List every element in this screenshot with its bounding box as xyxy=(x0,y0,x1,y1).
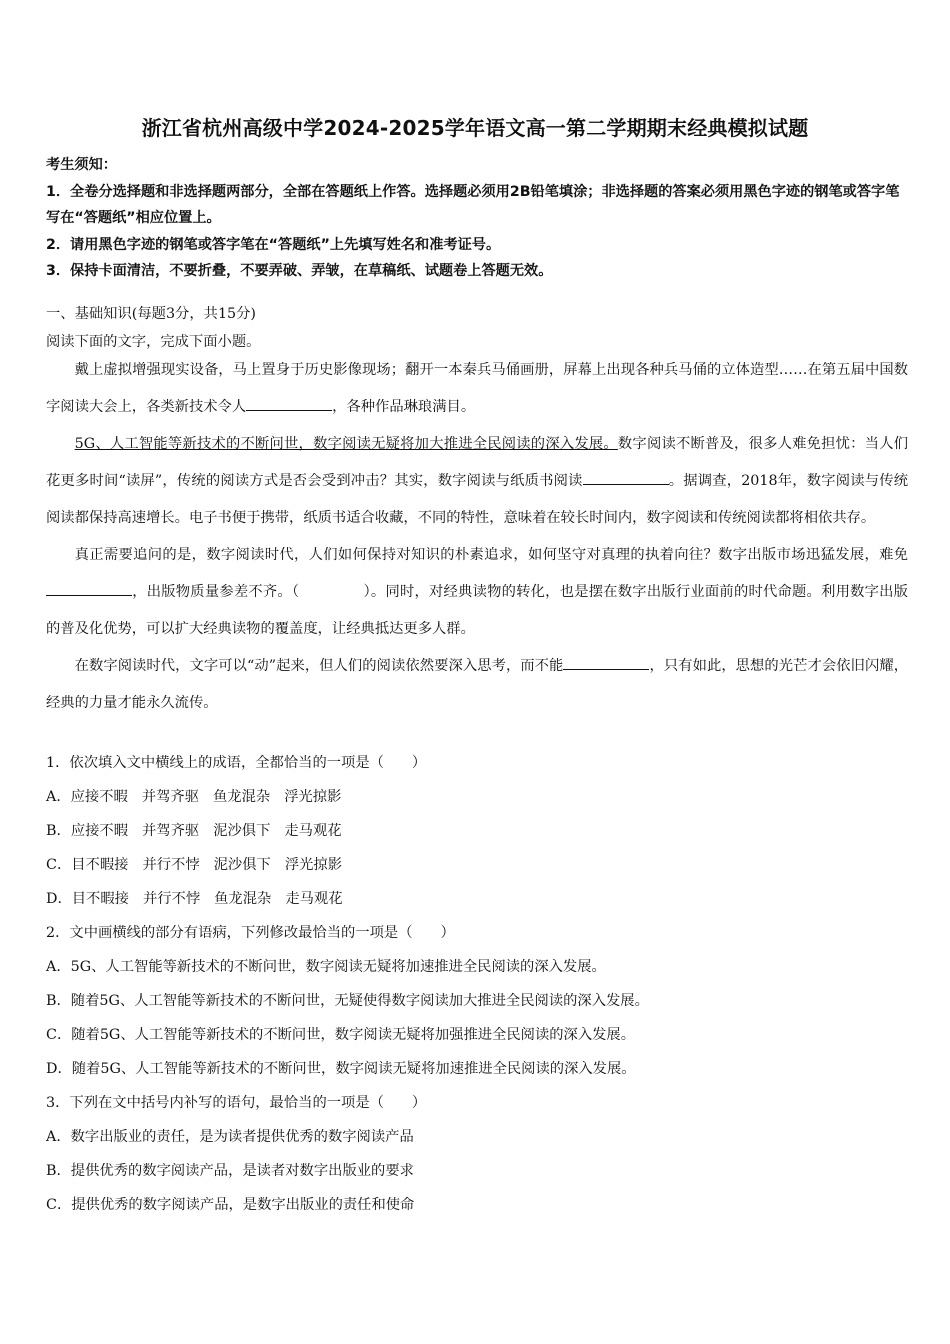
option-word: 并驾齐驱 xyxy=(142,823,200,839)
question-text: ） xyxy=(411,1095,427,1111)
option-letter: C． xyxy=(46,857,72,873)
option-word: 鱼龙混杂 xyxy=(213,789,271,805)
answer-blank xyxy=(563,655,649,670)
answer-blank xyxy=(246,396,332,411)
question-2-option-a[interactable]: A．5G、人工智能等新技术的不断问世，数字阅读无疑将加速推进全民阅读的深入发展。 xyxy=(46,959,606,975)
question-2-option-c[interactable]: C．随着5G、人工智能等新技术的不断问世，数字阅读无疑将加强推进全民阅读的深入发展。 xyxy=(46,1027,636,1043)
question-text: ） xyxy=(440,925,455,941)
question-text: ） xyxy=(411,755,427,771)
passage-paragraph xyxy=(46,426,908,537)
question-3-stem xyxy=(46,1086,908,1120)
option-word: 泥沙俱下 xyxy=(213,857,271,873)
option-word: 应接不暇 xyxy=(70,789,128,805)
passage-text: ）。同时，对经典读物的转化，也是摆在数字出版行业面前的时代命题。利用数字出版的普及化优势，可以扩大经典读物的覆盖度，让经典抵达更多人群。 xyxy=(46,584,908,637)
question-3-option-c[interactable]: C．提供优秀的数字阅读产品，是数字出版业的责任和使命 xyxy=(46,1197,415,1213)
question-text: 1．依次填入文中横线上的成语，全都恰当的一项是（ xyxy=(46,755,384,771)
passage-text: 戴上虚拟增强现实设备，马上置身于历史影像现场；翻开一本秦兵马俑画册，屏幕上出现各种兵马俑的立体造型……在第五届中国数字阅读大会上，各类新技术令人 xyxy=(46,362,908,415)
question-text: 2．文中画横线的部分有语病，下列修改最恰当的一项是（ xyxy=(46,925,413,941)
option-word: 应接不暇 xyxy=(70,823,128,839)
question-1-option-c[interactable] xyxy=(46,848,908,882)
option-word: 并驾齐驱 xyxy=(141,789,199,805)
passage-text: 数字阅读不断普及，很多人难免担忧：当人们花更多时间“读屏”，传统的阅读方式是否会受到冲击？其实，数字阅读与纸质书阅读 xyxy=(46,436,909,489)
question-list xyxy=(46,746,908,1222)
passage-text: ，只有如此，思想的光芒才会依旧闪耀，经典的力量才能永久流传。 xyxy=(46,658,909,711)
question-3-option-b[interactable]: B．提供优秀的数字阅读产品，是读者对数字出版业的要求 xyxy=(46,1163,414,1179)
question-2-stem xyxy=(46,916,908,950)
option-word: 鱼龙混杂 xyxy=(214,891,272,907)
question-1-stem xyxy=(46,746,908,780)
passage-text: 。据调查，2018年，数字阅读与传统阅读都保持高速增长。电子书便于携带，纸质书适合收藏，不同的特性，意味着在较长时间内，数字阅读和传统阅读都将相依共存。 xyxy=(46,473,908,526)
question-2-option-b[interactable]: B．随着5G、人工智能等新技术的不断问世，无疑使得数字阅读加大推进全民阅读的深入发展。 xyxy=(46,993,649,1009)
passage-text: ，各种作品琳琅满目。 xyxy=(332,399,476,415)
question-text: 3．下列在文中括号内补写的语句，最恰当的一项是（ xyxy=(46,1095,384,1111)
question-3-option-a[interactable]: A．数字出版业的责任，是为读者提供优秀的数字阅读产品 xyxy=(46,1129,414,1145)
option-word: 并行不悖 xyxy=(142,857,200,873)
section-basic-knowledge xyxy=(46,300,908,356)
option-word: 目不暇接 xyxy=(71,857,129,873)
passage-text: 真正需要追问的是，数字阅读时代，人们如何保持对知识的朴素追求，如何坚守对真理的执着向往？数字出版市场迅猛发展，难免 xyxy=(74,547,908,563)
option-letter: D． xyxy=(46,891,72,907)
passage-paragraph xyxy=(46,537,908,648)
option-letter: A． xyxy=(46,789,71,805)
answer-blank xyxy=(46,581,132,596)
candidate-notice xyxy=(46,152,908,285)
question-2-option-d[interactable]: D．随着5G、人工智能等新技术的不断问世，数字阅读无疑将加速推进全民阅读的深入发展。 xyxy=(46,1061,636,1077)
option-word: 走马观花 xyxy=(285,891,343,907)
option-word: 泥沙俱下 xyxy=(213,823,271,839)
answer-blank xyxy=(583,470,669,485)
underlined-sentence: 5G、人工智能等新技术的不断问世，数字阅读无疑将加大推进全民阅读的深入发展。 xyxy=(74,436,618,452)
option-word: 并行不悖 xyxy=(142,891,201,907)
option-word: 走马观花 xyxy=(284,823,342,839)
question-1-option-d[interactable] xyxy=(46,882,908,916)
notice-heading: 考生须知： xyxy=(46,157,117,173)
section-instruction: 阅读下面的文字，完成下面小题。 xyxy=(46,334,261,350)
notice-item: 3．保持卡面清洁，不要折叠，不要弄破、弄皱，在草稿纸、试题卷上答题无效。 xyxy=(46,263,553,279)
question-1-option-a[interactable] xyxy=(46,780,908,814)
passage-paragraph xyxy=(46,352,908,426)
option-word: 目不暇接 xyxy=(71,891,129,907)
notice-item: 1．全卷分选择题和非选择题两部分，全部在答题纸上作答。选择题必须用2B铅笔填涂；非选择题的答案必须用黑色字迹的钢笔或答字笔写在“答题纸”相应位置上。 xyxy=(46,183,900,226)
passage-text: ，出版物质量参差不齐。（ xyxy=(132,584,300,600)
notice-item: 2．请用黑色字迹的钢笔或答字笔在“答题纸”上先填写姓名和准考证号。 xyxy=(46,236,501,253)
section-heading: 一、基础知识(每题3分，共15分) xyxy=(46,306,257,322)
option-letter: B． xyxy=(46,823,71,839)
page-title: 浙江省杭州高级中学2024-2025学年语文高一第二学期期末经典模拟试题 xyxy=(141,116,809,140)
option-word: 浮光掠影 xyxy=(284,857,342,873)
option-word: 浮光掠影 xyxy=(284,789,342,805)
passage-text: 在数字阅读时代，文字可以“动”起来，但人们的阅读依然要深入思考，而不能 xyxy=(74,658,564,674)
reading-passage xyxy=(46,352,908,722)
question-1-option-b[interactable] xyxy=(46,814,908,848)
passage-paragraph xyxy=(46,648,908,722)
